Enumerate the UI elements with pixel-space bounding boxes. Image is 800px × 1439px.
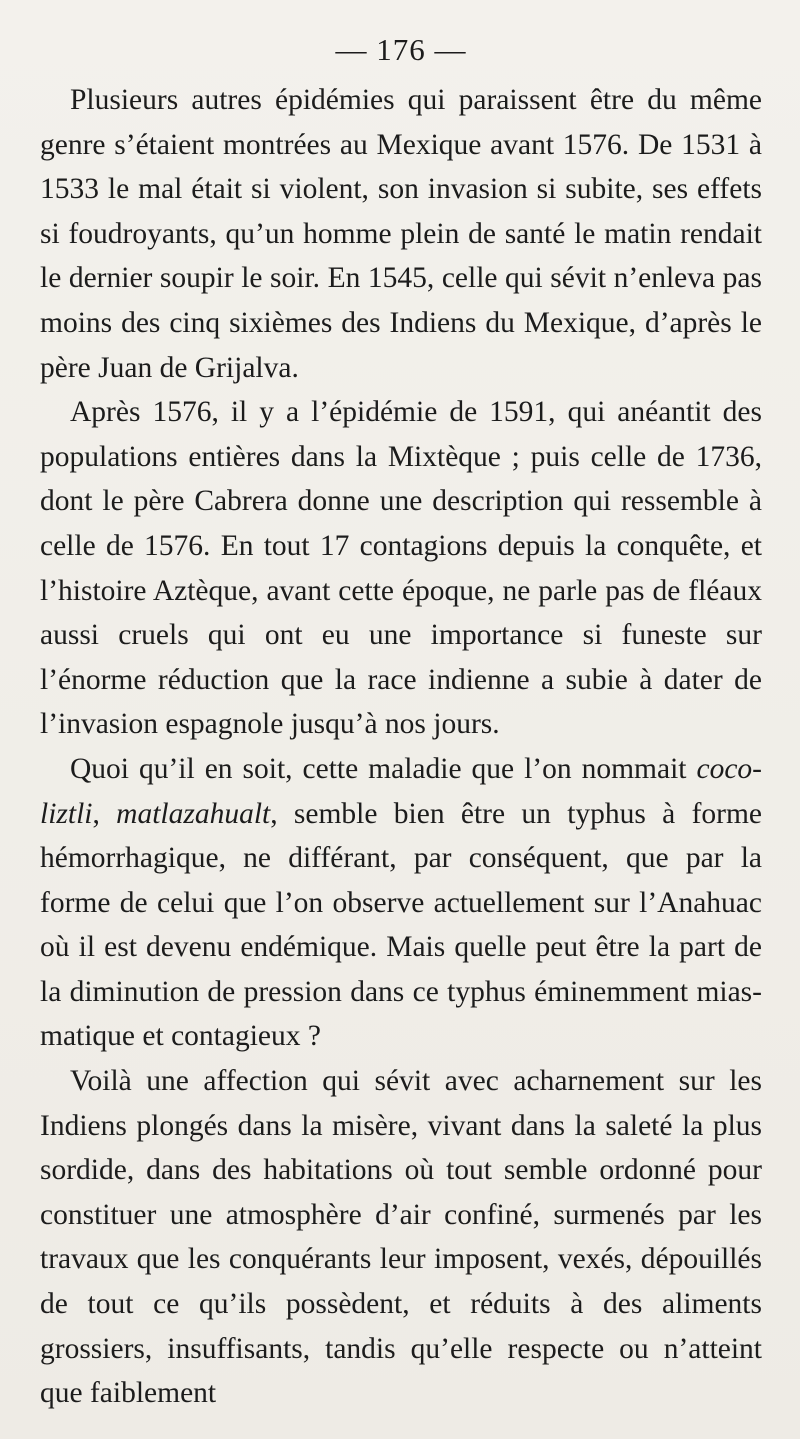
paragraph-3-rest: , semble bien être un typhus à forme hémorrhagique, ne différant, par conséquent, que par la forme de celui que l’on observe actuellement sur l’Anahuac où il est devenu endémique. Mais quelle peut être la part de la diminution de pression dans ce typhus éminemment miasmatique et contagieux ? — [40, 797, 763, 1053]
paragraph-4: Voilà une affection qui sévit avec acharnement sur les Indiens plongés dans la misère, vivant dans la saleté la plus sordide, dans des habitations où tout semble ordonné pour constituer une atmosphère d’air confiné, surmenés par les travaux que les conquérants leur imposent, vexés, dépouillés de tout ce qu’ils possèdent, et réduits à des aliments grossiers, insuffisants, tandis qu’elle respecte ou n’atteint que faiblement — [40, 1065, 762, 1410]
term-matlazahualt: matlazahualt — [116, 797, 271, 830]
paragraph-1: Plusieurs autres épidémies qui paraissent être du même genre s’étaient montrées au Mexique avant 1576. De 1531 à 1533 le mal était si violent, son invasion si subite, ses effets si foudroyants, qu’un homme plein de santé le matin rendait le dernier soupir le soir. En 1545, celle qui sévit n’enleva pas moins des cinq sixièmes des Indiens du Mexique, d’après le père Juan de Grijalva. — [40, 84, 762, 384]
paragraph-3-lead: Quoi qu’il en soit, cette maladie que l’on nommait — [70, 752, 697, 785]
paragraph-3 — [40, 747, 762, 1059]
term-separator: , — [92, 797, 117, 830]
page-number: — 176 — — [335, 32, 467, 67]
paragraph-2: Après 1576, il y a l’épidémie de 1591, qui anéantit des populations entières dans la Mixtèque ; puis celle de 1736, dont le père Cabrera donne une description qui ressemble à celle de 1576. En tout 17 contagions depuis la conquête, et l’histoire Aztèque, avant cette époque, ne parle pas de fléaux aussi cruels qui ont eu une importance si funeste sur l’énorme réduction que la race indienne a subie à dater de l’invasion espagnole jusqu’à nos jours. — [40, 396, 762, 741]
body-text — [40, 78, 762, 1416]
term-cocoliztli: cocoliztli — [40, 752, 762, 830]
